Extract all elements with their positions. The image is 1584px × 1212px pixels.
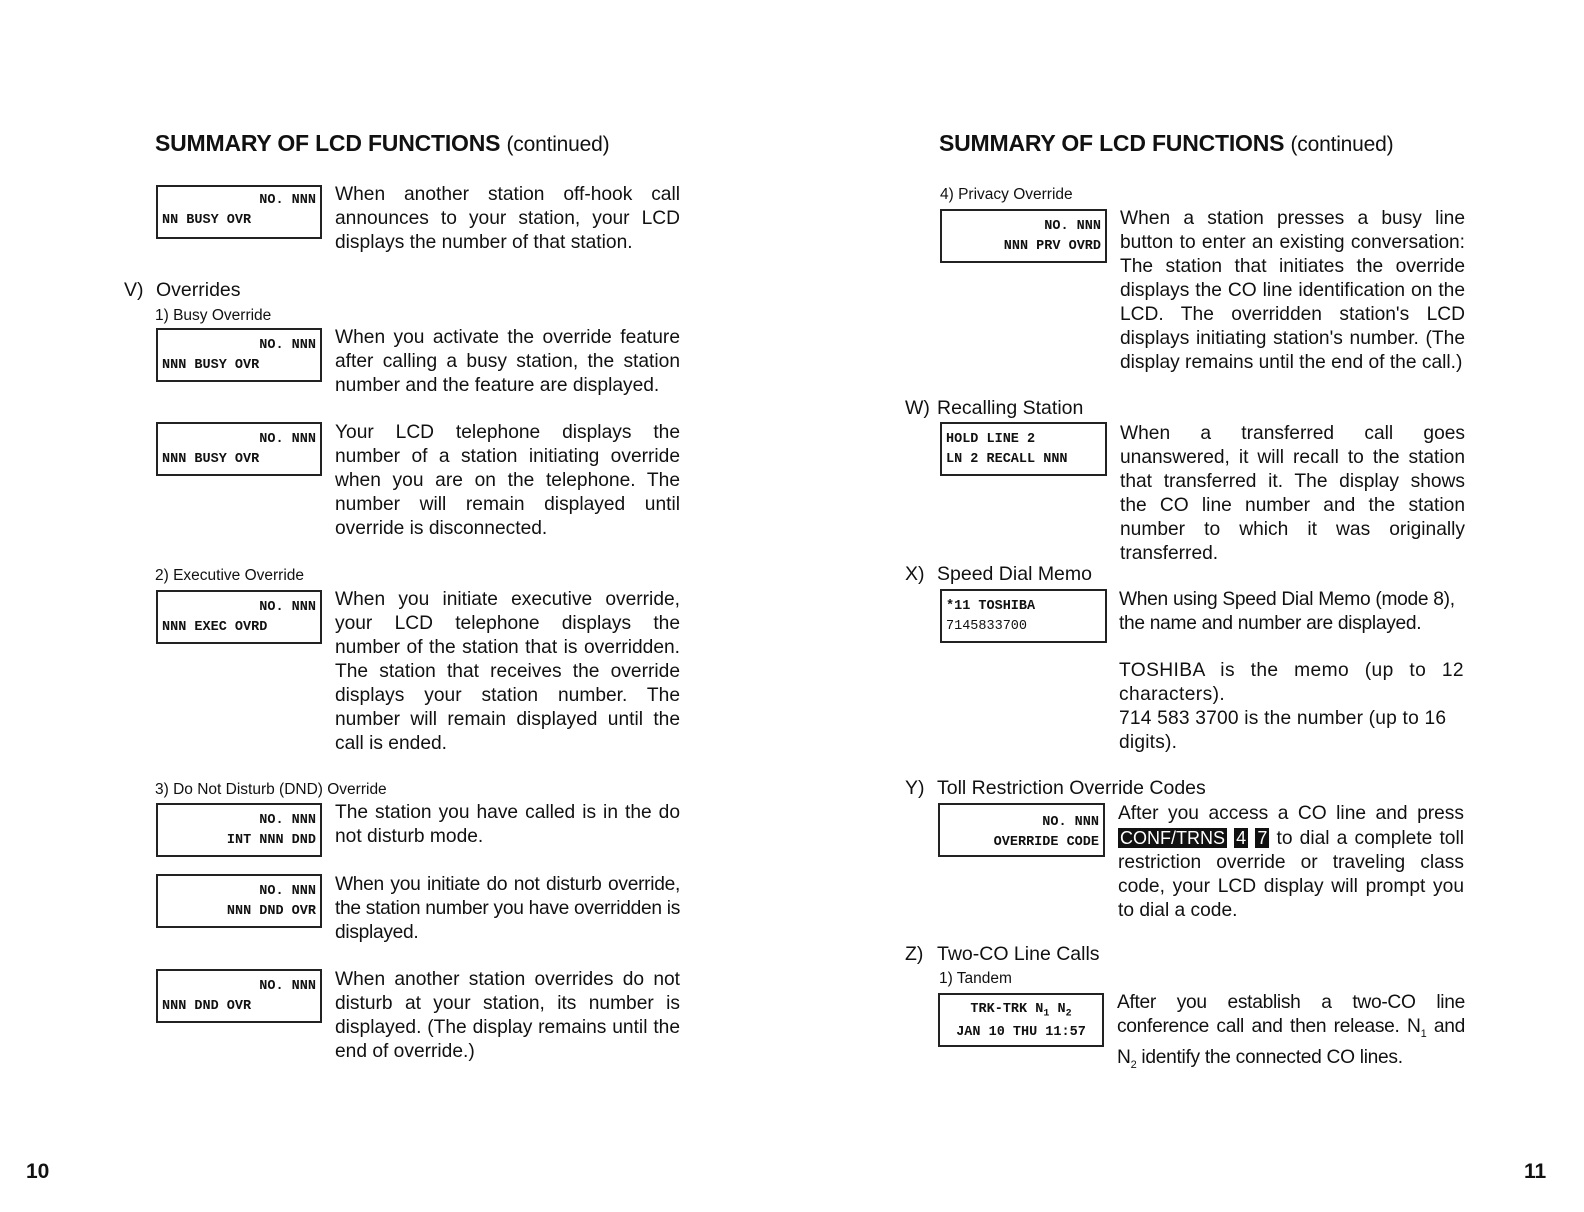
lcd-line-1: NO. NNN (259, 813, 316, 828)
section-heading-text: Recalling Station (937, 397, 1084, 419)
tandem-label: 1) Tandem (939, 970, 1012, 987)
lcd-display-dnd-override-2 (156, 874, 322, 928)
tandem-subscript-1: 1 (1420, 1027, 1427, 1040)
section-heading-text: Speed Dial Memo (937, 563, 1092, 585)
lcd-line-2: NNN EXEC OVRD (162, 620, 268, 635)
section-w-heading (905, 397, 1083, 420)
executive-override-description: When you initiate executive override, your LCD telephone displays the number of the station that is overridden. The station that receives the override displays your station number. The number will remain displayed until the call is ended. (335, 589, 680, 754)
tandem-text-prefix: After you establish a two-CO line conference call and then release. N (1117, 992, 1465, 1037)
section-v-heading (124, 279, 241, 302)
speed-dial-note-memo: TOSHIBA is the memo (up to 12 characters). (1119, 660, 1464, 705)
lcd-display-dnd-override-1 (156, 803, 322, 857)
page-title-left (155, 130, 609, 157)
lcd-line-1 (944, 1002, 1098, 1023)
lcd-display-speed-dial-memo (940, 589, 1107, 643)
title-text: SUMMARY OF LCD FUNCTIONS (155, 130, 501, 156)
lcd-display-executive-override (156, 590, 322, 644)
section-heading-text: Overrides (156, 279, 241, 301)
lcd-line-2: NNN PRV OVRD (1003, 239, 1101, 254)
lcd-line-1: NO. NNN (1044, 219, 1101, 234)
lcd-line-2: NNN DND OVR (226, 904, 316, 919)
tandem-text-suffix: identify the connected CO lines. (1136, 1046, 1403, 1068)
section-x-heading (905, 563, 1092, 586)
lcd-line-2: NNN DND OVR (162, 999, 252, 1014)
lcd-line-2: LN 2 RECALL NNN (946, 452, 1068, 467)
description-part-2: to dial a complete toll restriction override or traveling class code, your LCD display will prompt you to dial a code. (1118, 828, 1464, 921)
lcd-line-2: NNN BUSY OVR (162, 358, 260, 373)
lcd-line-1: NO. NNN (259, 884, 316, 899)
busy-override-2-description: Your LCD telephone displays the number of a station initiating override when you are on the telephone. The number will remain displayed until override is disconnected. (335, 422, 680, 539)
dnd-override-2-description: When you initiate do not disturb override, the station number you have overridden is displayed. (335, 874, 681, 943)
page-title-right (939, 130, 1393, 157)
lcd-line-1: NO. NNN (259, 600, 316, 615)
page-number-right: 11 (1524, 1160, 1547, 1183)
section-letter: W) (905, 397, 930, 419)
lcd-trk-mid: N (1049, 1002, 1066, 1017)
digit-4-key: 4 (1236, 828, 1247, 848)
lcd-subscript-2: 2 (1065, 1008, 1072, 1020)
lcd-line-1: NO. NNN (259, 338, 316, 353)
lcd-line-1: NO. NNN (259, 979, 316, 994)
recalling-station-description: When a transferred call goes unanswered, it will recall to the station that transferred it. The display shows the CO line number and the station number to which it was originally transferred. (1120, 423, 1465, 564)
lcd-line-1: *11 TOSHIBA (946, 599, 1036, 614)
busy-override-1-description: When you activate the override feature after calling a busy station, the station number and the feature are displayed. (335, 327, 680, 396)
lcd-display-dnd-override-3 (156, 969, 322, 1023)
title-suffix: (continued) (506, 133, 610, 156)
speed-dial-note-number: 714 583 3700 is the number (up to 16 digits). (1119, 708, 1447, 753)
section-y-heading (905, 777, 1206, 800)
section-heading-text: Two-CO Line Calls (937, 943, 1100, 965)
lcd-line-1: HOLD LINE 2 (946, 432, 1036, 447)
lcd-line-2: INT NNN DND (226, 833, 316, 848)
lcd-line-2: NN BUSY OVR (162, 213, 252, 228)
toll-restriction-description (1118, 802, 1464, 923)
section-letter: X) (905, 563, 925, 585)
dnd-override-label: 3) Do Not Disturb (DND) Override (155, 781, 387, 798)
tandem-subscript-2: 2 (1130, 1058, 1137, 1071)
offhook-description: When another station off-hook call announces to your station, your LCD displays the number of that station. (335, 184, 680, 253)
section-letter: Z) (905, 943, 924, 965)
lcd-display-busy-override-1 (156, 328, 322, 382)
lcd-subscript-1: 1 (1043, 1008, 1050, 1020)
title-suffix: (continued) (1290, 133, 1394, 156)
section-heading-text: Toll Restriction Override Codes (937, 777, 1206, 799)
lcd-display-busy-override-2 (156, 422, 322, 476)
lcd-display-override-code (938, 803, 1105, 857)
page-number-left: 10 (26, 1160, 50, 1183)
dnd-override-1-description: The station you have called is in the do not disturb mode. (335, 802, 680, 847)
section-letter: V) (124, 279, 144, 301)
tandem-text-mid: and N (1117, 1016, 1465, 1068)
lcd-line-2: JAN 10 THU 11:57 (956, 1025, 1086, 1040)
tandem-description (1117, 991, 1465, 1077)
executive-override-label: 2) Executive Override (155, 567, 305, 584)
speed-dial-description: When using Speed Dial Memo (mode 8), the name and number are displayed. (1119, 589, 1455, 634)
lcd-line-1: NO. NNN (259, 432, 316, 447)
busy-override-label: 1) Busy Override (155, 307, 272, 324)
lcd-display-offhook (156, 185, 322, 239)
section-z-heading (905, 943, 1100, 966)
section-letter: Y) (905, 777, 925, 799)
digit-7-key: 7 (1257, 828, 1268, 848)
lcd-line-2: OVERRIDE CODE (993, 835, 1099, 850)
lcd-display-tandem (938, 993, 1104, 1047)
lcd-line-1: NO. NNN (1042, 815, 1099, 830)
privacy-override-description: When a station presses a busy line button to enter an existing conversation: The station that initiates the override displays the CO line identification on the LCD. The overridden station's LCD displays initiating station's number. (The display remains until the end of the call.) (1120, 208, 1465, 373)
privacy-override-label: 4) Privacy Override (940, 186, 1073, 203)
title-text: SUMMARY OF LCD FUNCTIONS (939, 130, 1285, 156)
lcd-display-privacy-override (940, 209, 1107, 263)
description-part-1: After you access a CO line and press (1118, 803, 1464, 824)
lcd-line-2: 7145833700 (946, 619, 1028, 634)
dnd-override-3-description: When another station overrides do not disturb at your station, its number is displayed. (The display remains until the end of override.) (335, 969, 680, 1062)
lcd-trk-prefix: TRK-TRK N (970, 1002, 1044, 1017)
lcd-line-1: NO. NNN (259, 193, 316, 208)
conf-trns-key: CONF/TRNS (1120, 828, 1225, 848)
lcd-display-recalling-station (940, 422, 1107, 476)
lcd-line-2: NNN BUSY OVR (162, 452, 260, 467)
